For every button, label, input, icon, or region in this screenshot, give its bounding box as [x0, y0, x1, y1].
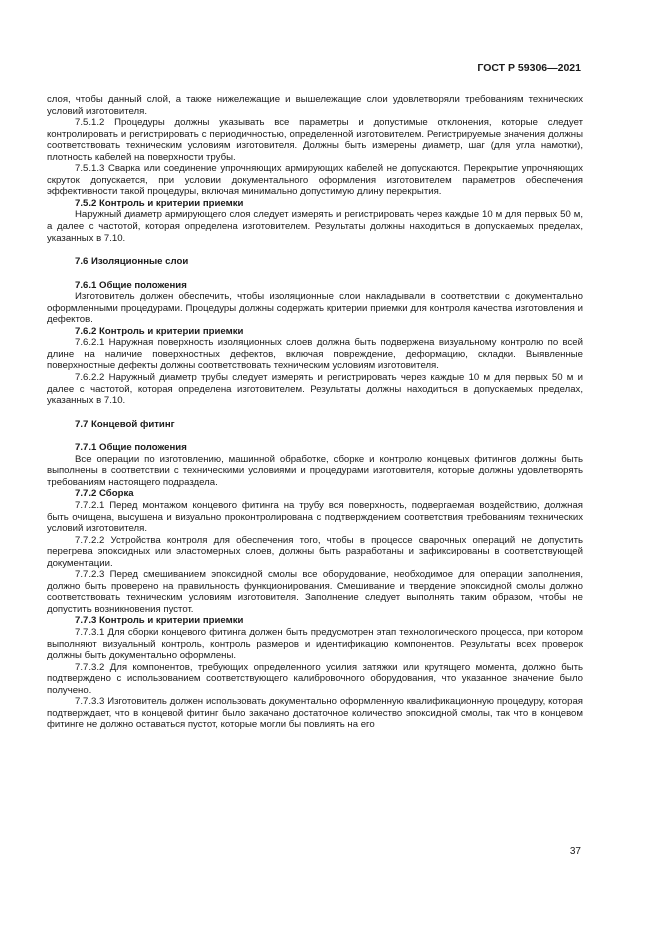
paragraph-7-7-2-2: 7.7.2.2 Устройства контроля для обеспечения того, чтобы в процессе сварочных операций не допустить перегрева эпоксидных или эластомерных слоев, должны быть разработаны и зафиксированы в соответствующей документации.: [47, 534, 583, 569]
section-gap: [47, 244, 583, 256]
page-number: 37: [569, 846, 581, 857]
paragraph-7-7-3-3: 7.7.3.3 Изготовитель должен использовать документально оформленную квалификационную процедуру, которая подтверждает, что в концевой фитинг было закачано достаточное количество эпоксидной смолы, так что в концевом фитинге не должно оставаться пустот, которые могли бы повлиять на его: [47, 696, 583, 731]
paragraph: Наружный диаметр армирующего слоя следует измерять и регистрировать через каждые 10 м для первых 50 м, а далее с частотой, которая определена изготовителем. Результаты должны находиться в допускаемых пределах, указанных в 7.10.: [47, 209, 583, 244]
heading-7-7-1: 7.7.1 Общие положения: [75, 442, 187, 454]
paragraph-7-5-1-2: 7.5.1.2 Процедуры должны указывать все параметры и допустимые отклонения, которые следует контролировать и регистрировать с периодичностью, определенной изготовителем. Регистрируемые значения должны соответствовать техническим условиям изготовителя. Должны быть измерены диаметр, шаг (для угла намотки), плотность кабелей на поверхности трубы.: [47, 117, 583, 163]
paragraph-7-7-3-1: 7.7.3.1 Для сборки концевого фитинга должен быть предусмотрен этап технологического процесса, при котором выполняют визуальный контроль, контроль размеров и идентификацию компонентов. Результаты всех проверок должны быть документально оформлены.: [47, 626, 583, 662]
paragraph-7-6-2-2: 7.6.2.2 Наружный диаметр трубы следует измерять и регистрировать через каждые 10 м для первых 50 м и далее с частотой, которая определена изготовителем. Результаты должны находиться в допускаемых пределах, указанных в 7.10.: [47, 372, 583, 407]
heading-7-7-2: 7.7.2 Сборка: [75, 488, 134, 500]
paragraph: Изготовитель должен обеспечить, чтобы изоляционные слои накладывали в соответствии с документально оформленными процедурами. Процедуры должны содержать критерии приемки для контроля качества изготовления и дефектов.: [47, 291, 583, 326]
paragraph-7-7-2-3: 7.7.2.3 Перед смешиванием эпоксидной смолы все оборудование, необходимое для операции заполнения, должно быть проверено на правильность функционирования. Смешивание и твердение эпоксидной смолы должно соответствовать техническим условиям изготовителя. Заполнение следует выполнять таким образом, чтобы не допустить возникновения пустот.: [47, 569, 583, 615]
heading-7-7-3: 7.7.3 Контроль и критерии приемки: [75, 615, 244, 627]
paragraph: слоя, чтобы данный слой, а также нижележащие и вышележащие слои удовлетворяли требованиям технических условий изготовителя.: [47, 94, 583, 117]
heading-7-7: 7.7 Концевой фитинг: [75, 418, 175, 430]
paragraph: Все операции по изготовлению, машинной обработке, сборке и контролю концевых фитингов должны быть выполнены в соответствии с техническими условиями и процедурами изготовителя, которые должны удовлетворять требованиям настоящего подраздела.: [47, 453, 583, 488]
heading-7-6-1: 7.6.1 Общие положения: [75, 279, 187, 291]
paragraph-7-6-2-1: 7.6.2.1 Наружная поверхность изоляционных слоев должна быть подвержена визуальному контролю по всей длине на наличие поверхностных дефектов, включая повреждение, деформацию, складки. Выявленные поверхностные дефекты должны соответствовать техническим условиям изготовителя.: [47, 337, 583, 372]
standard-number: ГОСТ Р 59306—2021: [477, 62, 581, 74]
paragraph-7-7-2-1: 7.7.2.1 Перед монтажом концевого фитинга на трубу вся поверхность, подвергаемая воздействию, должная быть очищена, высушена и визуально проконтролирована с подтверждением соответствия требованиям технических условий изготовителя.: [47, 499, 583, 535]
heading-7-5-2: 7.5.2 Контроль и критерии приемки: [75, 197, 244, 209]
section-gap: [47, 407, 583, 419]
paragraph-7-7-3-2: 7.7.3.2 Для компонентов, требующих определенного усилия затяжки или крутящего момента, должно быть подтверждено с использованием соответствующего калибровочного оборудования, что указанное значение было получено.: [47, 661, 583, 696]
heading-7-6: 7.6 Изоляционные слои: [75, 256, 189, 268]
heading-7-6-2: 7.6.2 Контроль и критерии приемки: [75, 325, 244, 337]
paragraph-7-5-1-3: 7.5.1.3 Сварка или соединение упрочняющих армирующих кабелей не допускаются. Перекрытие упрочняющих скруток допускается, при условии документального оформления изготовителем параметров обеспечения эффективности такой процедуры, включая минимально допустимую длину перекрытия.: [47, 163, 583, 198]
section-gap: [47, 430, 583, 442]
section-gap: [47, 268, 583, 280]
document-body: [47, 94, 583, 731]
